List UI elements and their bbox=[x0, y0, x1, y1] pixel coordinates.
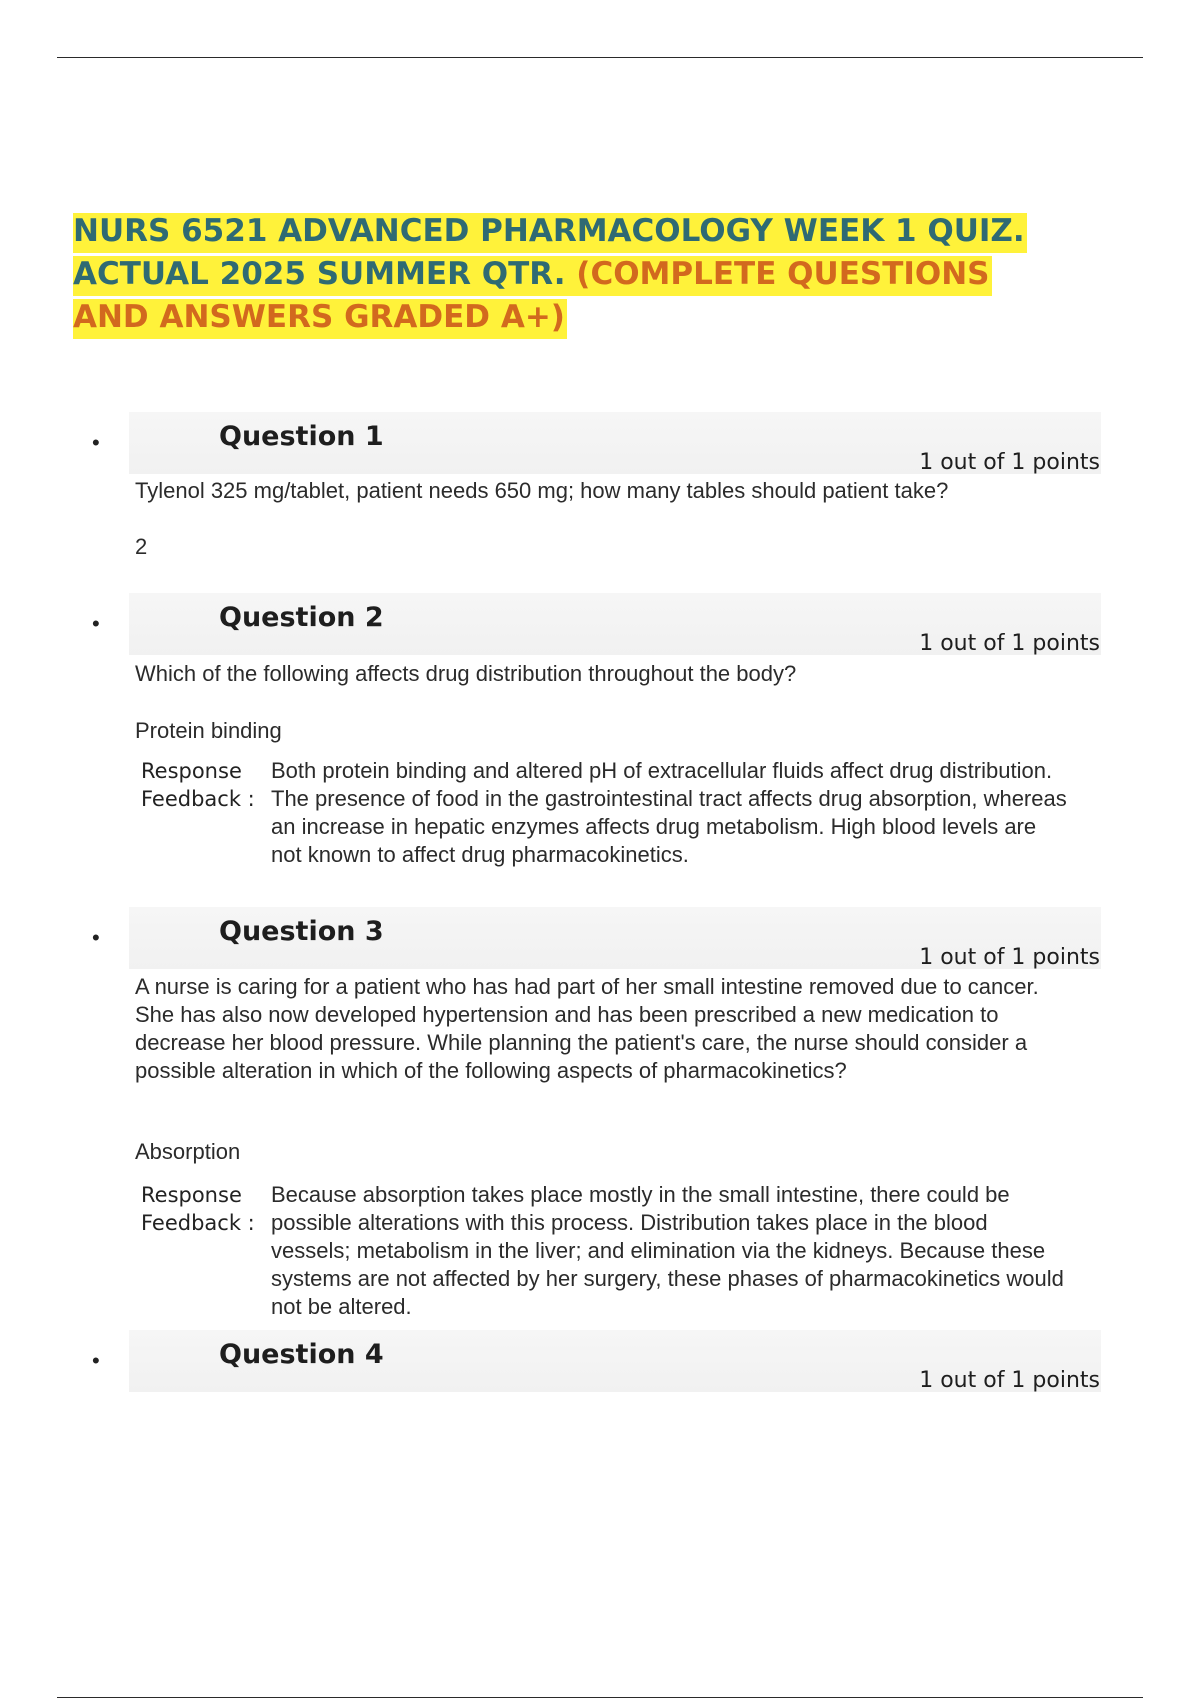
bottom-rule bbox=[57, 1697, 1143, 1698]
document-title bbox=[73, 210, 1073, 339]
question-title: Question 4 bbox=[219, 1339, 384, 1370]
feedback-text: Both protein binding and altered pH of extracellular fluids affect drug distribution. The presence of food in the gastrointestinal tract affects drug absorption, whereas an increase in hepatic enzymes affects drug metabolism. High blood levels are not known to affect drug pharmacokinetics. bbox=[271, 758, 1067, 867]
question-answer: 2 bbox=[135, 534, 148, 559]
feedback-label: Response Feedback : bbox=[141, 1183, 255, 1235]
question-points: 1 out of 1 points bbox=[919, 450, 1100, 475]
question-title: Question 1 bbox=[219, 421, 384, 452]
question-text: A nurse is caring for a patient who has had part of her small intestine removed due to cancer. She has also now developed hypertension and has been prescribed a new medication to decrease her blood pressure. While planning the patient's care, the nurse should consider a possible alteration in which of the following aspects of pharmacokinetics? bbox=[135, 974, 1039, 1083]
feedback-text: Because absorption takes place mostly in the small intestine, there could be possible alterations with this process. Distribution takes place in the blood vessels; metabolism in the liver; and elimination via the kidneys. Because these systems are not affected by her surgery, these phases of pharmacokinetics would not be altered. bbox=[271, 1182, 1064, 1319]
title-main: NURS 6521 ADVANCED PHARMACOLOGY WEEK 1 QUIZ. ACTUAL 2025 SUMMER QTR. bbox=[73, 213, 1025, 292]
question-points: 1 out of 1 points bbox=[919, 631, 1100, 656]
question-text: Which of the following affects drug distribution throughout the body? bbox=[135, 661, 797, 686]
question-answer: Absorption bbox=[135, 1139, 241, 1164]
bullet-icon: • bbox=[92, 430, 100, 455]
bullet-icon: • bbox=[92, 611, 100, 636]
feedback-label: Response Feedback : bbox=[141, 759, 255, 811]
question-text: Tylenol 325 mg/tablet, patient needs 650 mg; how many tables should patient take? bbox=[135, 478, 949, 503]
top-rule bbox=[57, 57, 1143, 58]
title-subtitle: (COMPLETE QUESTIONS AND ANSWERS GRADED A+) bbox=[73, 256, 990, 335]
bullet-icon: • bbox=[92, 925, 100, 950]
question-answer: Protein binding bbox=[135, 718, 282, 743]
question-title: Question 3 bbox=[219, 916, 384, 947]
question-points: 1 out of 1 points bbox=[919, 945, 1100, 970]
bullet-icon: • bbox=[92, 1348, 100, 1373]
question-points: 1 out of 1 points bbox=[919, 1368, 1100, 1393]
question-title: Question 2 bbox=[219, 602, 384, 633]
